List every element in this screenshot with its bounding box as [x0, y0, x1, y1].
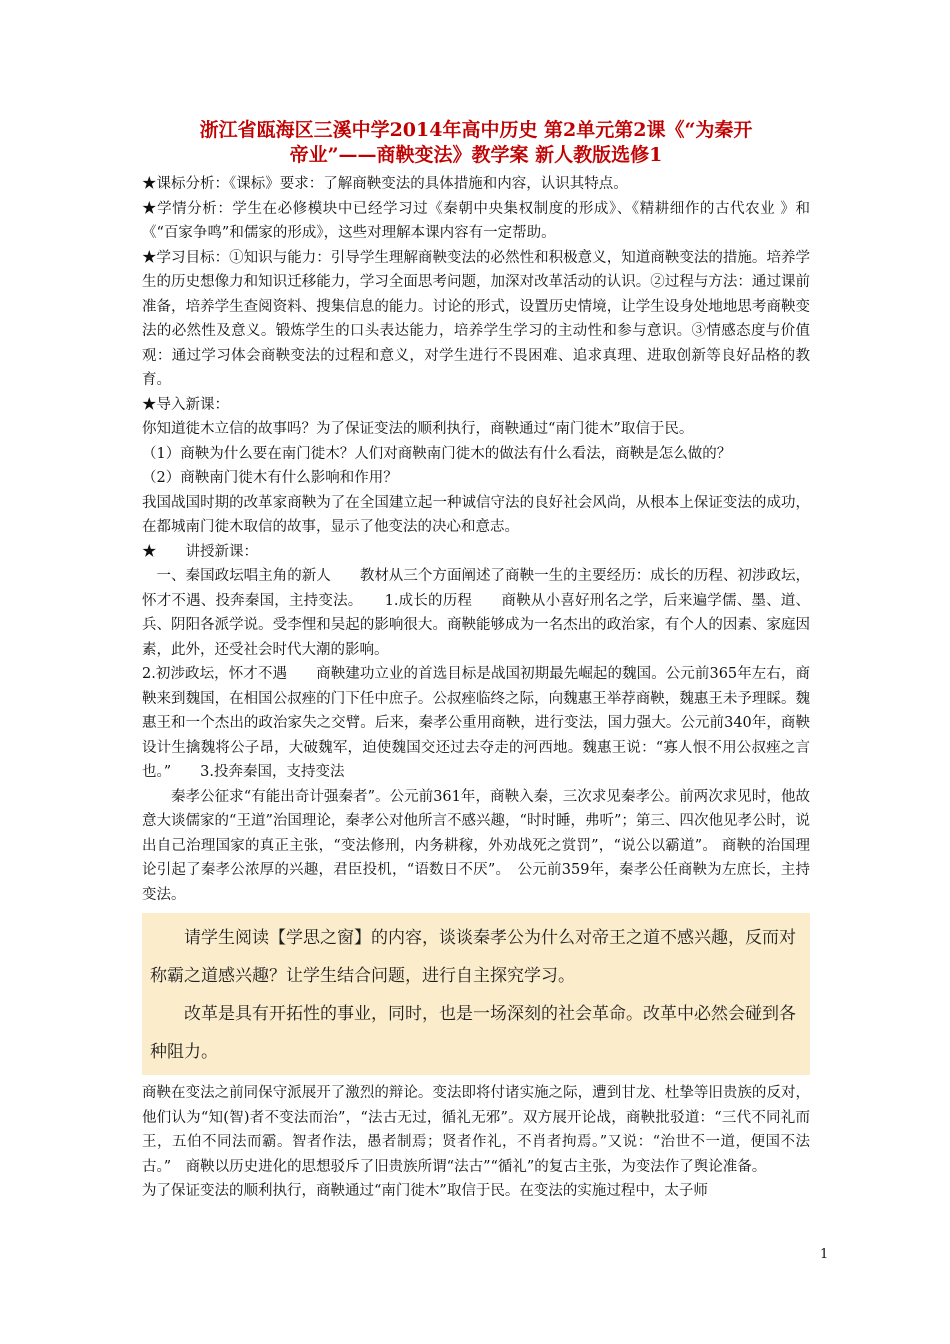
- section-one-paragraph: 一、秦国政坛唱主角的新人 教材从三个方面阐述了商鞅一生的主要经历：成长的历程、初涉政坛，怀才不遇、投奔秦国，主持变法。 1.成长的历程 商鞅从小喜好刑名之学，后来遍学儒、墨、道、兵、阴阳各派学说。受李悝和吴起的影响很大。商鞅能够成为一名杰出的政治家，有个人的因素、家庭因素，此外，还受社会时代大潮的影响。: [142, 568, 810, 658]
- title-line-2: 帝业”——商鞅变法》教学案 新人教版选修1: [289, 144, 663, 166]
- lesson-heading: ★ 讲授新课：: [142, 543, 258, 560]
- highlighted-callout: [142, 913, 810, 1075]
- page-number: 1: [820, 1247, 829, 1262]
- callout-line-1: 请学生阅读【学思之窗】的内容，谈谈秦孝公为什么对帝王之道不感兴趣，反而对称霸之道感兴趣？让学生结合问题，进行自主探究学习。: [150, 928, 796, 986]
- intro-question-1: （1）商鞅为什么要在南门徙木？人们对商鞅南门徙木的做法有什么看法，商鞅是怎么做的？: [142, 445, 732, 462]
- intro-answer: 我国战国时期的改革家商鞅为了在全国建立起一种诚信守法的良好社会风尚，从根本上保证变法的成功，在都城南门徙木取信的故事，显示了他变法的决心和意志。: [142, 494, 810, 535]
- intro-heading: ★导入新课：: [142, 396, 229, 413]
- title-line-1: 浙江省瓯海区三溪中学2014年高中历史 第2单元第2课《“为秦开: [199, 119, 753, 141]
- callout-line-2: 改革是具有开拓性的事业，同时，也是一场深刻的社会革命。改革中必然会碰到各种阻力。: [150, 1004, 796, 1062]
- section-two-paragraph: 2.初涉政坛，怀才不遇 商鞅建功立业的首选目标是战国初期最先崛起的魏国。公元前365年左右，商鞅来到魏国，在相国公叔痤的门下任中庶子。公叔痤临终之际，向魏惠王举荐商鞅，魏惠王未予理睬。魏惠王和一个杰出的政治家失之交臂。后来，秦孝公重用商鞅，进行变法，国力强大。公元前340年，商鞅设计生擒魏将公子昂，大破魏军，迫使魏国交还过去夺走的河西地。魏惠王说：“寡人恨不用公叔痤之言也。” 3.投奔秦国，支持变法: [142, 666, 810, 780]
- intro-question: 你知道徙木立信的故事吗？为了保证变法的顺利执行，商鞅通过“南门徙木”取信于民。: [142, 421, 694, 437]
- curriculum-analysis: ★课标分析：《课标》要求：了解商鞅变法的具体措施和内容，认识其特点。: [142, 176, 628, 192]
- section-three-paragraph: 秦孝公征求“有能出奇计强秦者”。公元前361年，商鞅入秦，三次求见秦孝公。前两次求见时，他故意大谈儒家的“王道”治国理论，秦孝公对他所言不感兴趣，“时时睡，弗听”；第三、四次他见孝公时，说出自己治理国家的真正主张，“变法修刑，内务耕稼，外劝战死之赏罚”，“说公以霸道”。 商鞅的治国理论引起了秦孝公浓厚的兴趣，君臣投机，“语数日不厌”。 公元前359年，秦孝公任商鞅为左庶长，主持变法。: [142, 788, 810, 903]
- debate-paragraph: 商鞅在变法之前同保守派展开了激烈的辩论。变法即将付诸实施之际，遭到甘龙、杜挚等旧贵族的反对，他们认为“知(智)者不变法而治”，“法古无过，循礼无邪”。双方展开论战，商鞅批驳道：“三代不同礼而王，五伯不同法而霸。智者作法，愚者制焉；贤者作礼，不肖者拘焉。”又说：“治世不一道，便国不法古。” 商鞅以历史进化的思想驳斥了旧贵族所谓“法古”“循礼”的复古主张，为变法作了舆论准备。: [142, 1085, 810, 1175]
- continuation-paragraph: 为了保证变法的顺利执行，商鞅通过“南门徙木”取信于民。在变法的实施过程中，太子师: [142, 1183, 708, 1199]
- learning-objectives: ★学习目标：①知识与能力：引导学生理解商鞅变法的必然性和积极意义，知道商鞅变法的措施。培养学生的历史想像力和知识迁移能力，学习全面思考问题，加深对改革活动的认识。②过程与方法：通过课前准备，培养学生查阅资料、搜集信息的能力。讨论的形式，设置历史情境，让学生设身处地地思考商鞅变法的必然性及意义。锻炼学生的口头表达能力，培养学生学习的主动性和参与意识。③情感态度与价值观：通过学习体会商鞅变法的过程和意义，对学生进行不畏困难、追求真理、进取创新等良好品格的教育。: [142, 249, 810, 388]
- document-title: [142, 118, 810, 168]
- student-analysis: ★学情分析：学生在必修模块中已经学习过《秦朝中央集权制度的形成》、《精耕细作的古代农业 》和《“百家争鸣”和儒家的形成》，这些对理解本课内容有一定帮助。: [142, 200, 810, 241]
- intro-question-2: （2）商鞅南门徙木有什么影响和作用？: [142, 470, 398, 486]
- document-page: [142, 118, 810, 1204]
